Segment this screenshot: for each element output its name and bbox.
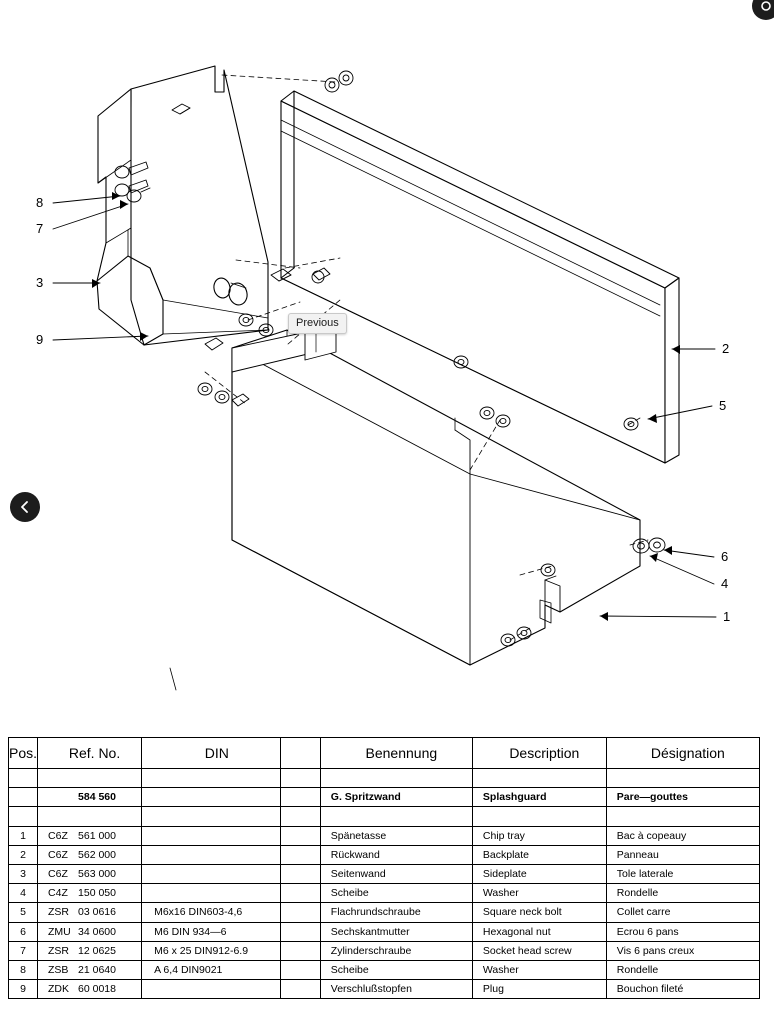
cell-pos: 8 bbox=[9, 960, 38, 979]
cell-ref-no bbox=[38, 980, 142, 999]
cell-ref-code: C6Z bbox=[48, 829, 68, 842]
cell-gap bbox=[280, 941, 320, 960]
cell-description: Washer bbox=[472, 960, 606, 979]
cell-ref-num: 12 0625 bbox=[78, 944, 116, 957]
table-row bbox=[9, 884, 760, 903]
spacer2-design bbox=[606, 807, 759, 826]
title-gap bbox=[280, 788, 320, 807]
cell-ref-num: 150 050 bbox=[78, 887, 116, 900]
cell-pos: 2 bbox=[9, 845, 38, 864]
cell-gap bbox=[280, 960, 320, 979]
cell-description: Chip tray bbox=[472, 826, 606, 845]
spacer2-pos bbox=[9, 807, 38, 826]
cell-designation: Vis 6 pans creux bbox=[606, 941, 759, 960]
cell-gap bbox=[280, 903, 320, 922]
table-spacer-row-2 bbox=[9, 807, 760, 826]
title-description: Splashguard bbox=[472, 788, 606, 807]
spacer-ben bbox=[320, 769, 472, 788]
cell-din bbox=[142, 884, 280, 903]
spacer2-ben bbox=[320, 807, 472, 826]
cell-ref-num: 563 000 bbox=[78, 868, 116, 881]
cell-description: Square neck bolt bbox=[472, 903, 606, 922]
table-title-row bbox=[9, 788, 760, 807]
svg-text:7: 7 bbox=[36, 221, 44, 236]
cell-benennung: Zylinderschraube bbox=[320, 941, 472, 960]
cell-ref-code: C6Z bbox=[48, 848, 68, 861]
title-din bbox=[142, 788, 280, 807]
circle-icon bbox=[760, 0, 772, 12]
cell-benennung: Flachrundschraube bbox=[320, 903, 472, 922]
table-body bbox=[9, 769, 760, 999]
table-header bbox=[9, 738, 760, 769]
cell-din: A 6,4 DIN9021 bbox=[142, 960, 280, 979]
table-spacer-row bbox=[9, 769, 760, 788]
cell-ref-no bbox=[38, 884, 142, 903]
cell-din bbox=[142, 864, 280, 883]
cell-din bbox=[142, 826, 280, 845]
cell-pos: 4 bbox=[9, 884, 38, 903]
cell-ref-no bbox=[38, 826, 142, 845]
cell-gap bbox=[280, 845, 320, 864]
cell-pos: 9 bbox=[9, 980, 38, 999]
spacer2-ref bbox=[38, 807, 142, 826]
cell-ref-num: 34 0600 bbox=[78, 925, 116, 938]
cell-ref-no bbox=[38, 960, 142, 979]
header-ref-no: Ref. No. bbox=[38, 738, 142, 769]
cell-pos: 6 bbox=[9, 922, 38, 941]
header-gap bbox=[280, 738, 320, 769]
cell-pos: 3 bbox=[9, 864, 38, 883]
cell-ref-code: ZSB bbox=[48, 963, 69, 976]
svg-text:6: 6 bbox=[721, 549, 729, 564]
cell-gap bbox=[280, 884, 320, 903]
table-row bbox=[9, 941, 760, 960]
spacer-pos bbox=[9, 769, 38, 788]
previous-button[interactable]: Previous bbox=[288, 313, 347, 334]
cell-ref-num: 561 000 bbox=[78, 829, 116, 842]
spacer2-gap bbox=[280, 807, 320, 826]
spacer2-din bbox=[142, 807, 280, 826]
cell-ref-code: ZSR bbox=[48, 906, 70, 919]
cell-ref-num: 562 000 bbox=[78, 848, 116, 861]
spacer-ref bbox=[38, 769, 142, 788]
title-benennung: G. Spritzwand bbox=[320, 788, 472, 807]
cell-ref-no bbox=[38, 845, 142, 864]
cell-description: Socket head screw bbox=[472, 941, 606, 960]
cell-ref-no bbox=[38, 864, 142, 883]
header-description: Description bbox=[472, 738, 606, 769]
chevron-left-icon bbox=[18, 500, 32, 514]
svg-text:4: 4 bbox=[721, 576, 729, 591]
title-ref-num: 584 560 bbox=[78, 791, 116, 804]
svg-text:1: 1 bbox=[723, 609, 731, 624]
table-row bbox=[9, 903, 760, 922]
cell-gap bbox=[280, 980, 320, 999]
spacer2-desc bbox=[472, 807, 606, 826]
header-designation: Désignation bbox=[606, 738, 759, 769]
title-designation: Pare—gouttes bbox=[606, 788, 759, 807]
title-ref-no bbox=[38, 788, 142, 807]
cell-ref-code: ZDK bbox=[48, 983, 70, 996]
table-row bbox=[9, 864, 760, 883]
cell-ref-code: C6Z bbox=[48, 868, 68, 881]
table-row bbox=[9, 845, 760, 864]
cell-pos: 7 bbox=[9, 941, 38, 960]
cell-benennung: Scheibe bbox=[320, 960, 472, 979]
parts-list-table bbox=[8, 737, 760, 999]
cell-din: M6 DIN 934—6 bbox=[142, 922, 280, 941]
previous-page-arrow-button[interactable] bbox=[10, 492, 40, 522]
cell-pos: 1 bbox=[9, 826, 38, 845]
cell-designation: Ecrou 6 pans bbox=[606, 922, 759, 941]
title-pos bbox=[9, 788, 38, 807]
table-row bbox=[9, 826, 760, 845]
cell-description: Backplate bbox=[472, 845, 606, 864]
cell-ref-no bbox=[38, 941, 142, 960]
cell-benennung: Rückwand bbox=[320, 845, 472, 864]
cell-ref-code: C4Z bbox=[48, 887, 68, 900]
cell-designation: Tole laterale bbox=[606, 864, 759, 883]
table-row bbox=[9, 922, 760, 941]
cell-designation: Rondelle bbox=[606, 960, 759, 979]
cell-ref-code: ZMU bbox=[48, 925, 71, 938]
cell-benennung: Verschlußstopfen bbox=[320, 980, 472, 999]
cell-ref-no bbox=[38, 903, 142, 922]
table-header-row bbox=[9, 738, 760, 769]
spacer-desc bbox=[472, 769, 606, 788]
cell-din: M6 x 25 DIN912-6.9 bbox=[142, 941, 280, 960]
svg-text:8: 8 bbox=[36, 195, 44, 210]
cell-designation: Bac à copeauy bbox=[606, 826, 759, 845]
cell-ref-no bbox=[38, 922, 142, 941]
table-row bbox=[9, 980, 760, 999]
header-pos: Pos. bbox=[9, 738, 38, 769]
cell-din: M6x16 DIN603-4,6 bbox=[142, 903, 280, 922]
cell-pos: 5 bbox=[9, 903, 38, 922]
cell-benennung: Seitenwand bbox=[320, 864, 472, 883]
spacer-design bbox=[606, 769, 759, 788]
cell-din bbox=[142, 845, 280, 864]
header-din: DIN bbox=[142, 738, 280, 769]
cell-gap bbox=[280, 922, 320, 941]
cell-designation: Rondelle bbox=[606, 884, 759, 903]
cell-description: Plug bbox=[472, 980, 606, 999]
cell-benennung: Sechskantmutter bbox=[320, 922, 472, 941]
cell-benennung: Spänetasse bbox=[320, 826, 472, 845]
cell-description: Washer bbox=[472, 884, 606, 903]
svg-text:2: 2 bbox=[722, 341, 730, 356]
cell-ref-num: 21 0640 bbox=[78, 963, 116, 976]
cell-designation: Bouchon fileté bbox=[606, 980, 759, 999]
header-benennung: Benennung bbox=[320, 738, 472, 769]
cell-ref-code: ZSR bbox=[48, 944, 70, 957]
cell-ref-num: 03 0616 bbox=[78, 906, 116, 919]
svg-text:9: 9 bbox=[36, 332, 44, 347]
cell-designation: Collet carre bbox=[606, 903, 759, 922]
svg-text:3: 3 bbox=[36, 275, 44, 290]
cell-gap bbox=[280, 826, 320, 845]
cell-description: Hexagonal nut bbox=[472, 922, 606, 941]
cell-benennung: Scheibe bbox=[320, 884, 472, 903]
cell-ref-num: 60 0018 bbox=[78, 983, 116, 996]
cell-din bbox=[142, 980, 280, 999]
cell-description: Sideplate bbox=[472, 864, 606, 883]
cell-designation: Panneau bbox=[606, 845, 759, 864]
table-row bbox=[9, 960, 760, 979]
cell-gap bbox=[280, 864, 320, 883]
spacer-din bbox=[142, 769, 280, 788]
spacer-gap bbox=[280, 769, 320, 788]
svg-text:5: 5 bbox=[719, 398, 727, 413]
